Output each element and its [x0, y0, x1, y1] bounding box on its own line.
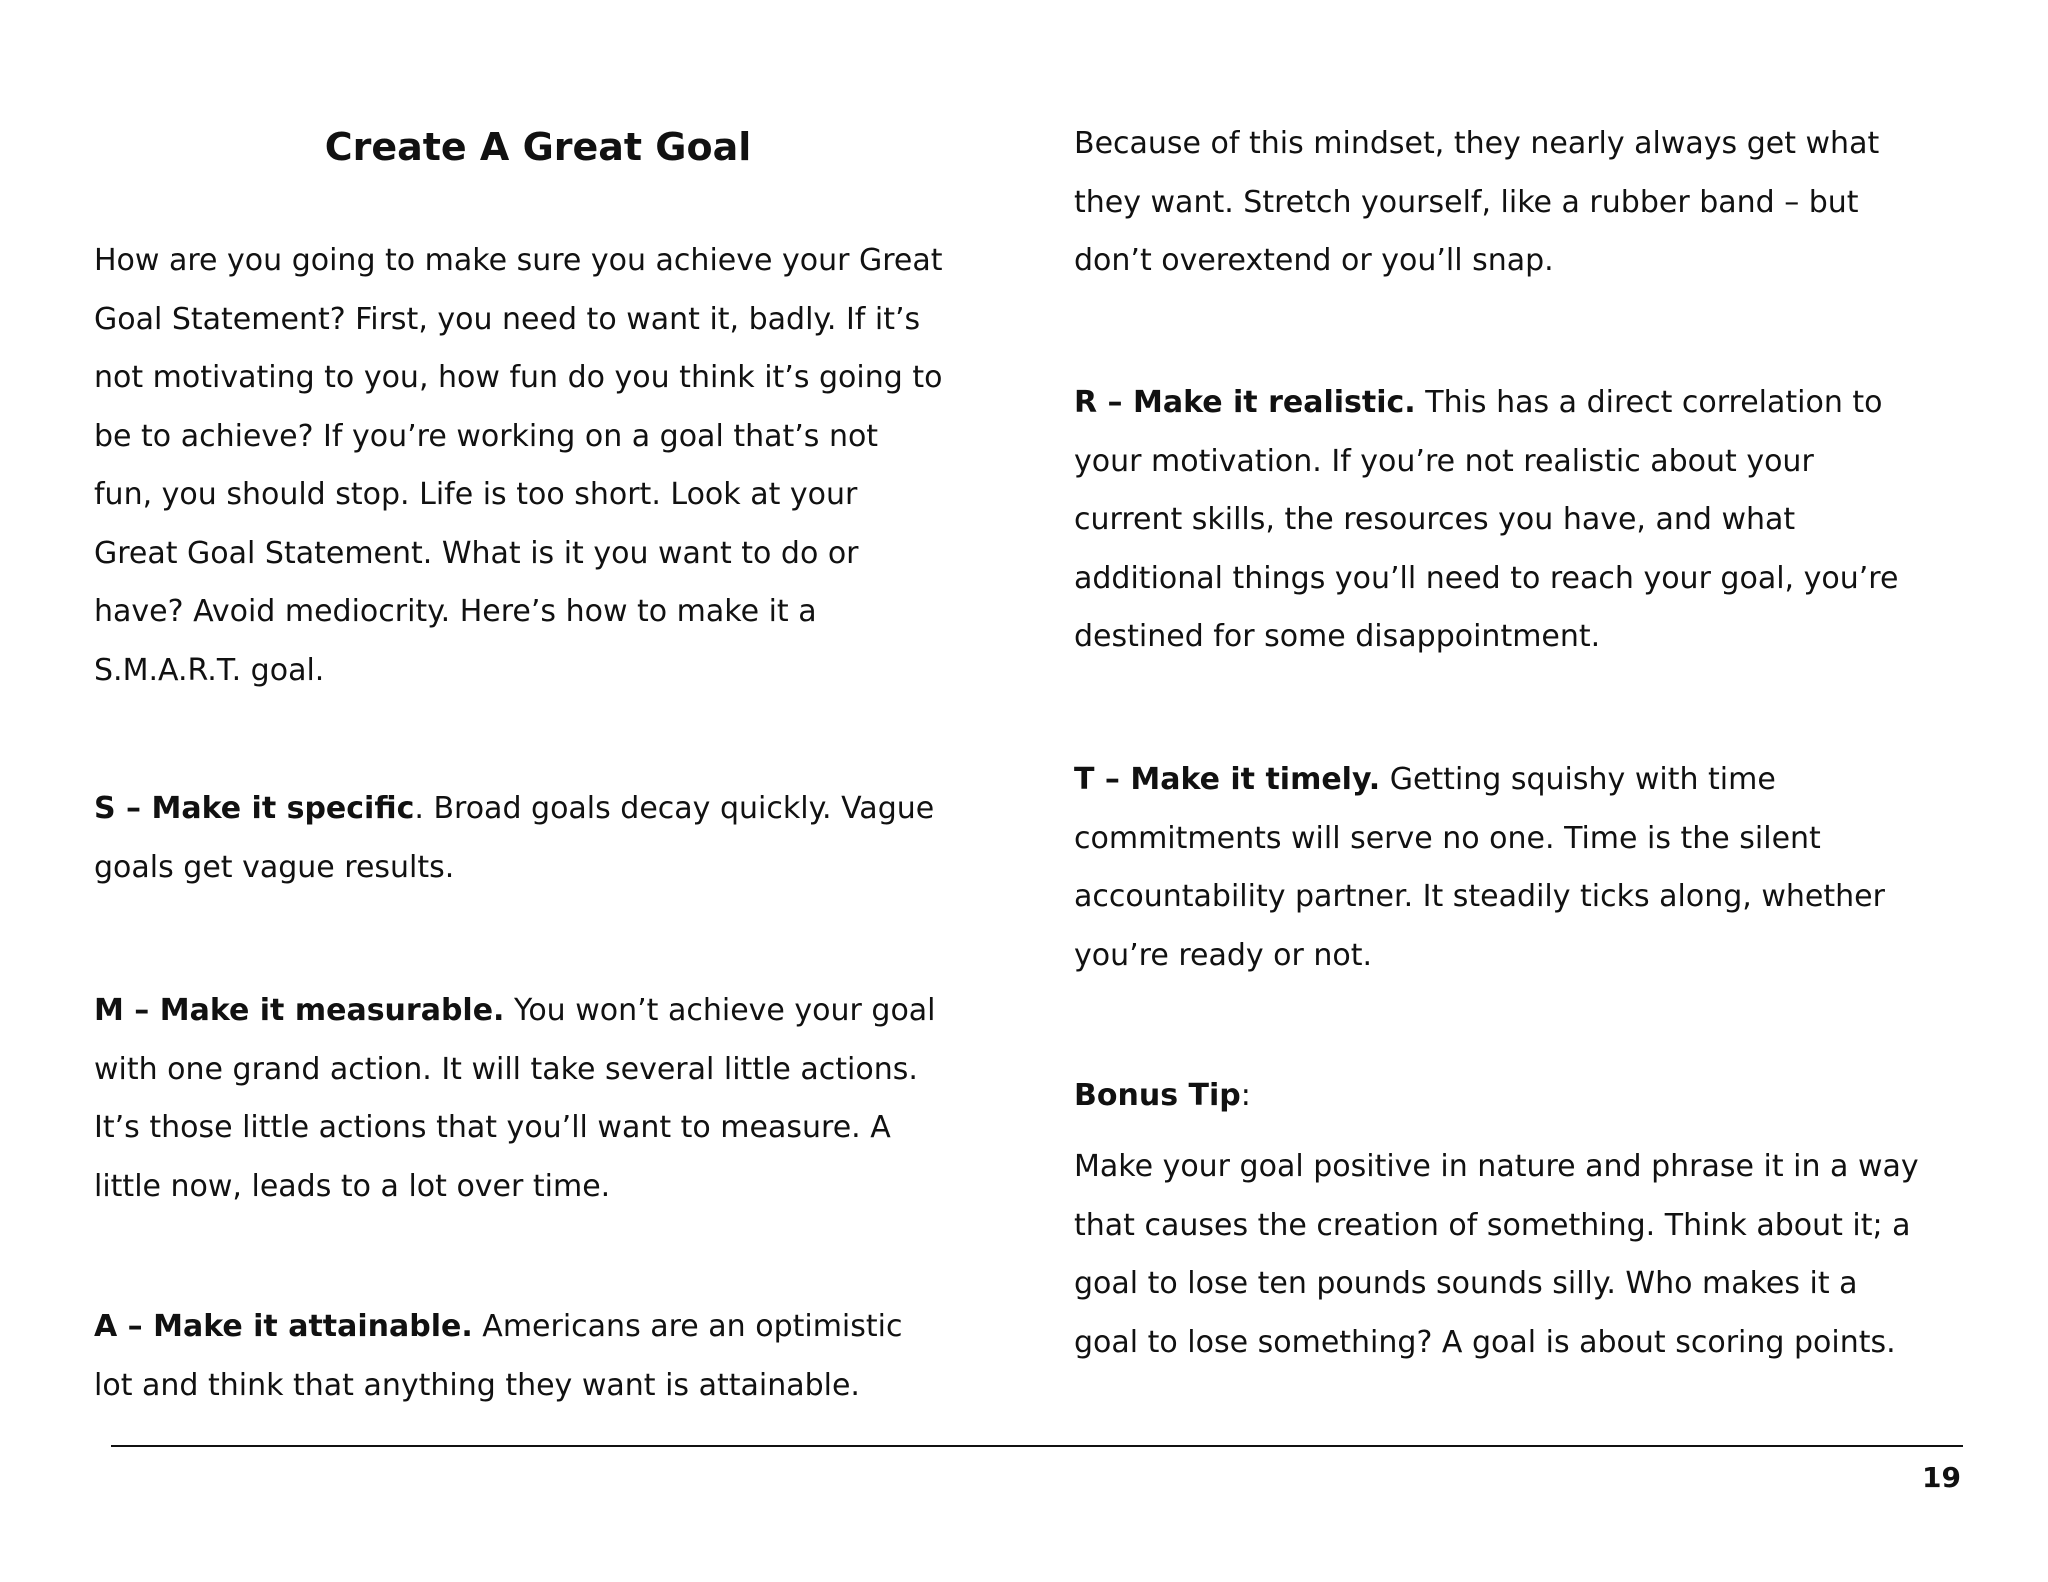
footer-divider: [111, 1445, 1963, 1447]
text-line: [1074, 751, 1885, 810]
text-line: Make your goal positive in nature and phrase it in a way: [1074, 1149, 1919, 1184]
text-line: goals get vague results.: [94, 849, 455, 885]
text-line: accountability partner. It steadily ticks along, whether: [1074, 879, 1885, 914]
text-line: It’s those little actions that you’ll want to measure. A: [94, 1110, 891, 1145]
attainable-continued-paragraph: [1074, 115, 1879, 291]
text-line: goal to lose ten pounds sounds silly. Who makes it a: [1074, 1266, 1858, 1301]
bonus-tip-heading-line: [1074, 1067, 1251, 1126]
attainable-paragraph: [94, 1298, 903, 1415]
realistic-heading: R – Make it realistic.: [1074, 385, 1416, 420]
text-line: [94, 982, 936, 1041]
text-line: [1074, 374, 1898, 433]
text-line: don’t overextend or you’ll snap.: [1074, 243, 1554, 278]
text-line: Great Goal Statement. What is it you want to do or: [94, 535, 859, 571]
text-line: that causes the creation of something. Think about it; a: [1074, 1207, 1911, 1243]
text-line: S.M.A.R.T. goal.: [94, 652, 325, 688]
text-line: goal to lose something? A goal is about scoring points.: [1074, 1324, 1896, 1360]
realistic-paragraph: [1074, 374, 1898, 667]
text-line: be to achieve? If you’re working on a goal that’s not: [94, 418, 879, 454]
text-line: they want. Stretch yourself, like a rubber band – but: [1074, 184, 1859, 220]
text-line: current skills, the resources you have, and what: [1074, 502, 1796, 537]
text-line: [1074, 1067, 1251, 1126]
specific-text: . Broad goals decay quickly. Vague: [414, 791, 935, 826]
text-line: fun, you should stop. Life is too short. Look at your: [94, 477, 858, 512]
text-line: you’re ready or not.: [1074, 937, 1373, 973]
specific-heading: S – Make it specific: [94, 791, 415, 826]
bonus-tip-colon: :: [1240, 1078, 1251, 1113]
measurable-heading: M – Make it measurable.: [94, 993, 505, 1028]
text-line: destined for some disappointment.: [1074, 619, 1601, 654]
page-title: Create A Great Goal: [324, 125, 752, 169]
page-number: 19: [1922, 1461, 1961, 1494]
attainable-heading: A – Make it attainable.: [94, 1309, 473, 1344]
timely-paragraph: [1074, 751, 1885, 985]
measurable-paragraph: [94, 982, 936, 1216]
measurable-text: You won’t achieve your goal: [504, 993, 936, 1028]
timely-heading: T – Make it timely.: [1074, 762, 1381, 797]
text-line: your motivation. If you’re not realistic about your: [1074, 443, 1814, 479]
text-line: [94, 1298, 903, 1357]
text-line: lot and think that anything they want is attainable.: [94, 1367, 860, 1403]
attainable-text: Americans are an optimistic: [472, 1309, 903, 1344]
bonus-tip-heading: Bonus Tip: [1074, 1078, 1241, 1113]
realistic-text: This has a direct correlation to: [1415, 385, 1883, 420]
bonus-tip-paragraph: [1074, 1138, 1919, 1372]
text-line: Because of this mindset, they nearly always get what: [1074, 126, 1880, 161]
text-line: Goal Statement? First, you need to want it, badly. If it’s: [94, 301, 921, 337]
intro-paragraph: [94, 232, 943, 700]
text-line: commitments will serve no one. Time is the silent: [1074, 820, 1821, 856]
text-line: not motivating to you, how fun do you think it’s going to: [94, 360, 943, 395]
text-line: [94, 780, 934, 839]
text-line: have? Avoid mediocrity. Here’s how to make it a: [94, 594, 817, 629]
text-line: with one grand action. It will take several little actions.: [94, 1051, 918, 1087]
text-line: additional things you’ll need to reach your goal, you’re: [1074, 560, 1899, 596]
timely-text: Getting squishy with time: [1380, 762, 1776, 797]
specific-paragraph: [94, 780, 934, 897]
text-line: little now, leads to a lot over time.: [94, 1168, 611, 1204]
text-line: How are you going to make sure you achieve your Great: [94, 243, 943, 278]
